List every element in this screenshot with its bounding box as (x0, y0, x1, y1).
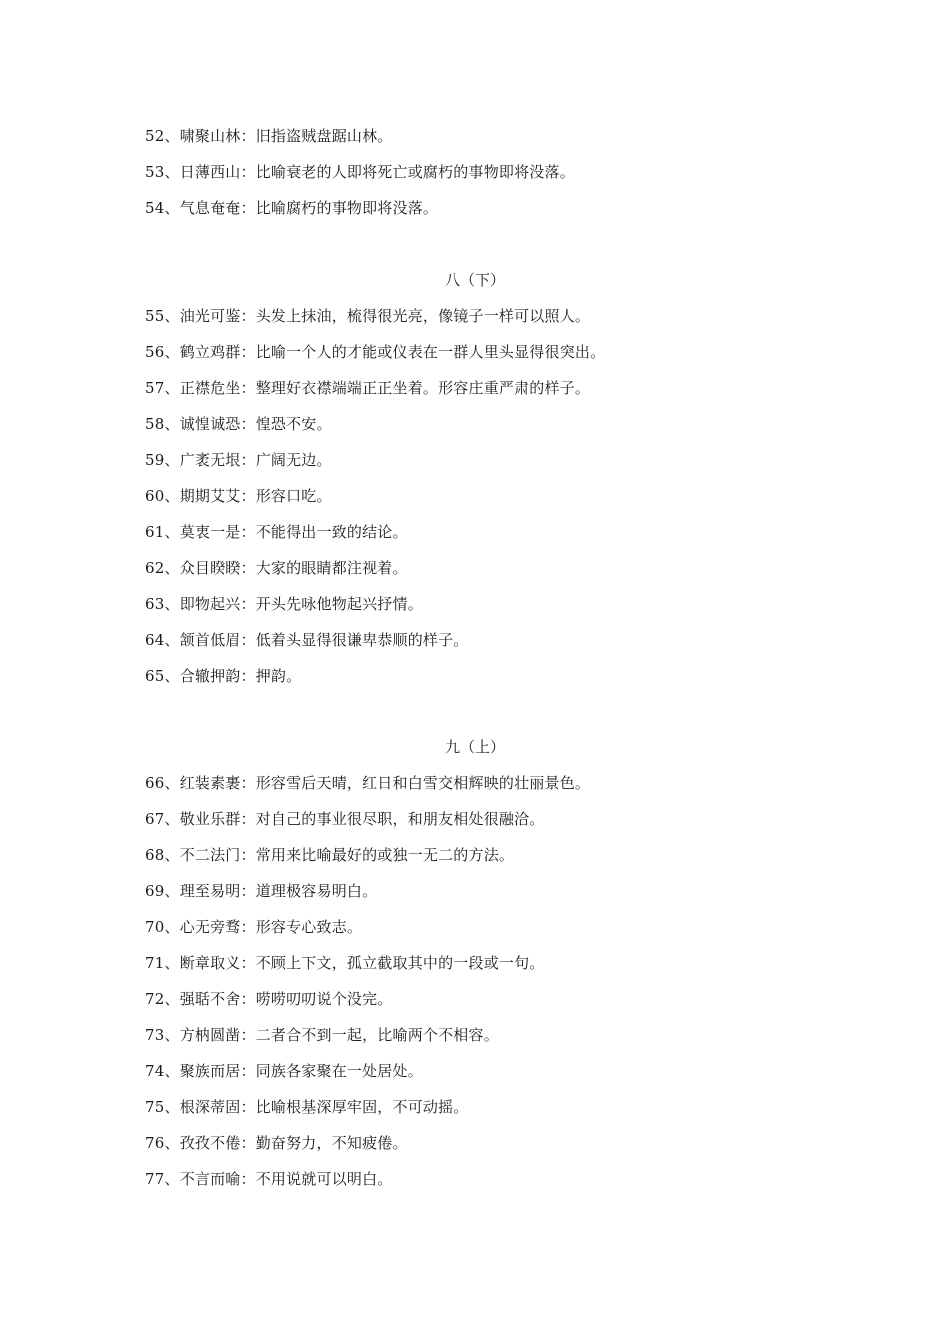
entry-definition: 开头先咏他物起兴抒情。 (255, 595, 423, 613)
entry-term: 红装素裹 (179, 774, 241, 792)
entry-separator: ： (240, 523, 256, 541)
entry-definition: 广阔无边。 (255, 451, 332, 469)
entry-term: 不二法门 (179, 846, 241, 864)
idiom-entry-73 (145, 1017, 845, 1053)
entry-separator: ： (240, 127, 256, 145)
idiom-entry-70 (145, 909, 845, 945)
entry-definition: 不用说就可以明白。 (255, 1170, 393, 1188)
entry-number: 61、 (145, 523, 180, 541)
entry-term: 诚惶诚恐 (179, 415, 241, 433)
entry-definition: 头发上抹油，梳得很光亮，像镜子一样可以照人。 (255, 307, 591, 325)
entry-term: 广袤无垠 (179, 451, 241, 469)
entry-term: 鹤立鸡群 (179, 343, 241, 361)
entry-separator: ： (240, 1170, 256, 1188)
entry-definition: 常用来比喻最好的或独一无二的方法。 (255, 846, 515, 864)
entry-term: 啸聚山林 (179, 127, 241, 145)
entry-separator: ： (240, 163, 256, 181)
entry-term: 断章取义 (179, 954, 241, 972)
entry-separator: ： (240, 990, 256, 1008)
section-heading-grade9-first: 九（上） (444, 738, 505, 756)
entry-definition: 形容专心致志。 (255, 918, 363, 936)
entry-number: 68、 (145, 846, 180, 864)
entry-term: 莫衷一是 (179, 523, 241, 541)
entry-separator: ： (240, 487, 256, 505)
entry-definition: 唠唠叨叨说个没完。 (255, 990, 393, 1008)
entry-definition: 比喻腐朽的事物即将没落。 (255, 199, 439, 217)
entry-separator: ： (240, 846, 256, 864)
idiom-entry-74 (145, 1053, 845, 1089)
entry-separator: ： (240, 774, 256, 792)
entry-number: 66、 (145, 774, 180, 792)
entry-number: 73、 (145, 1026, 180, 1044)
entry-definition: 低着头显得很谦卑恭顺的样子。 (255, 631, 469, 649)
entry-term: 气息奄奄 (179, 199, 241, 217)
entry-term: 正襟危坐 (179, 379, 241, 397)
entry-definition: 比喻一个人的才能或仪表在一群人里头显得很突出。 (255, 343, 606, 361)
entry-term: 颔首低眉 (179, 631, 241, 649)
entry-number: 70、 (145, 918, 180, 936)
entry-definition: 旧指盗贼盘踞山林。 (255, 127, 393, 145)
idiom-entry-53 (145, 154, 845, 190)
idiom-entry-61 (145, 514, 845, 550)
entry-number: 55、 (145, 307, 180, 325)
entry-term: 聚族而居 (179, 1062, 241, 1080)
idiom-list-section-a (145, 118, 845, 226)
entry-separator: ： (240, 882, 256, 900)
idiom-entry-69 (145, 873, 845, 909)
entry-number: 57、 (145, 379, 180, 397)
entry-separator: ： (240, 631, 256, 649)
entry-number: 56、 (145, 343, 180, 361)
entry-definition: 形容雪后天晴，红日和白雪交相辉映的壮丽景色。 (255, 774, 591, 792)
idiom-list-section-b (145, 298, 845, 694)
entry-separator: ： (240, 451, 256, 469)
idiom-entry-55 (145, 298, 845, 334)
entry-term: 众目睽睽 (179, 559, 241, 577)
entry-term: 强聒不舍 (179, 990, 241, 1008)
entry-number: 76、 (145, 1134, 180, 1152)
entry-definition: 对自己的事业很尽职，和朋友相处很融洽。 (255, 810, 545, 828)
entry-separator: ： (240, 1026, 256, 1044)
entry-definition: 惶恐不安。 (255, 415, 332, 433)
idiom-entry-68 (145, 837, 845, 873)
entry-term: 即物起兴 (179, 595, 241, 613)
entry-definition: 比喻根基深厚牢固，不可动摇。 (255, 1098, 469, 1116)
entry-definition: 勤奋努力，不知疲倦。 (255, 1134, 408, 1152)
entry-definition: 二者合不到一起，比喻两个不相容。 (255, 1026, 499, 1044)
entry-separator: ： (240, 954, 256, 972)
idiom-entry-60 (145, 478, 845, 514)
entry-separator: ： (240, 379, 256, 397)
idiom-entry-58 (145, 406, 845, 442)
section-heading-grade8-second: 八（下） (444, 271, 505, 289)
idiom-entry-66 (145, 765, 845, 801)
entry-separator: ： (240, 343, 256, 361)
idiom-entry-64 (145, 622, 845, 658)
entry-definition: 同族各家聚在一处居处。 (255, 1062, 423, 1080)
entry-number: 74、 (145, 1062, 180, 1080)
entry-number: 62、 (145, 559, 180, 577)
entry-number: 69、 (145, 882, 180, 900)
entry-number: 67、 (145, 810, 180, 828)
entry-term: 孜孜不倦 (179, 1134, 241, 1152)
entry-number: 60、 (145, 487, 180, 505)
idiom-entry-72 (145, 981, 845, 1017)
entry-number: 52、 (145, 127, 180, 145)
entry-definition: 形容口吃。 (255, 487, 332, 505)
entry-separator: ： (240, 1098, 256, 1116)
idiom-entry-59 (145, 442, 845, 478)
entry-separator: ： (240, 307, 256, 325)
idiom-entry-75 (145, 1089, 845, 1125)
entry-term: 合辙押韵 (179, 667, 241, 685)
idiom-entry-52 (145, 118, 845, 154)
idiom-list-section-c (145, 765, 845, 1197)
entry-number: 75、 (145, 1098, 180, 1116)
entry-separator: ： (240, 1062, 256, 1080)
entry-term: 心无旁骛 (179, 918, 241, 936)
entry-number: 71、 (145, 954, 180, 972)
entry-term: 日薄西山 (179, 163, 241, 181)
entry-separator: ： (240, 595, 256, 613)
idiom-entry-71 (145, 945, 845, 981)
entry-separator: ： (240, 199, 256, 217)
entry-number: 65、 (145, 667, 180, 685)
idiom-entry-57 (145, 370, 845, 406)
entry-definition: 比喻衰老的人即将死亡或腐朽的事物即将没落。 (255, 163, 575, 181)
entry-term: 根深蒂固 (179, 1098, 241, 1116)
entry-separator: ： (240, 415, 256, 433)
entry-term: 理至易明 (179, 882, 241, 900)
entry-term: 不言而喻 (179, 1170, 241, 1188)
entry-separator: ： (240, 918, 256, 936)
idiom-entry-65 (145, 658, 845, 694)
idiom-entry-54 (145, 190, 845, 226)
entry-separator: ： (240, 559, 256, 577)
entry-term: 期期艾艾 (179, 487, 241, 505)
entry-definition: 押韵。 (255, 667, 302, 685)
entry-number: 63、 (145, 595, 180, 613)
entry-separator: ： (240, 810, 256, 828)
entry-number: 64、 (145, 631, 180, 649)
idiom-entry-67 (145, 801, 845, 837)
entry-term: 方枘圆凿 (179, 1026, 241, 1044)
entry-term: 油光可鉴 (179, 307, 241, 325)
entry-definition: 不能得出一致的结论。 (255, 523, 408, 541)
entry-definition: 整理好衣襟端端正正坐着。形容庄重严肃的样子。 (255, 379, 591, 397)
entry-definition: 道理极容易明白。 (255, 882, 378, 900)
entry-separator: ： (240, 667, 256, 685)
entry-definition: 大家的眼睛都注视着。 (255, 559, 408, 577)
idiom-entry-77 (145, 1161, 845, 1197)
entry-number: 54、 (145, 199, 180, 217)
entry-number: 77、 (145, 1170, 180, 1188)
idiom-entry-62 (145, 550, 845, 586)
idiom-entry-56 (145, 334, 845, 370)
entry-number: 72、 (145, 990, 180, 1008)
entry-term: 敬业乐群 (179, 810, 241, 828)
idiom-entry-76 (145, 1125, 845, 1161)
idiom-entry-63 (145, 586, 845, 622)
entry-number: 53、 (145, 163, 180, 181)
entry-definition: 不顾上下文，孤立截取其中的一段或一句。 (255, 954, 545, 972)
entry-separator: ： (240, 1134, 256, 1152)
entry-number: 58、 (145, 415, 180, 433)
entry-number: 59、 (145, 451, 180, 469)
